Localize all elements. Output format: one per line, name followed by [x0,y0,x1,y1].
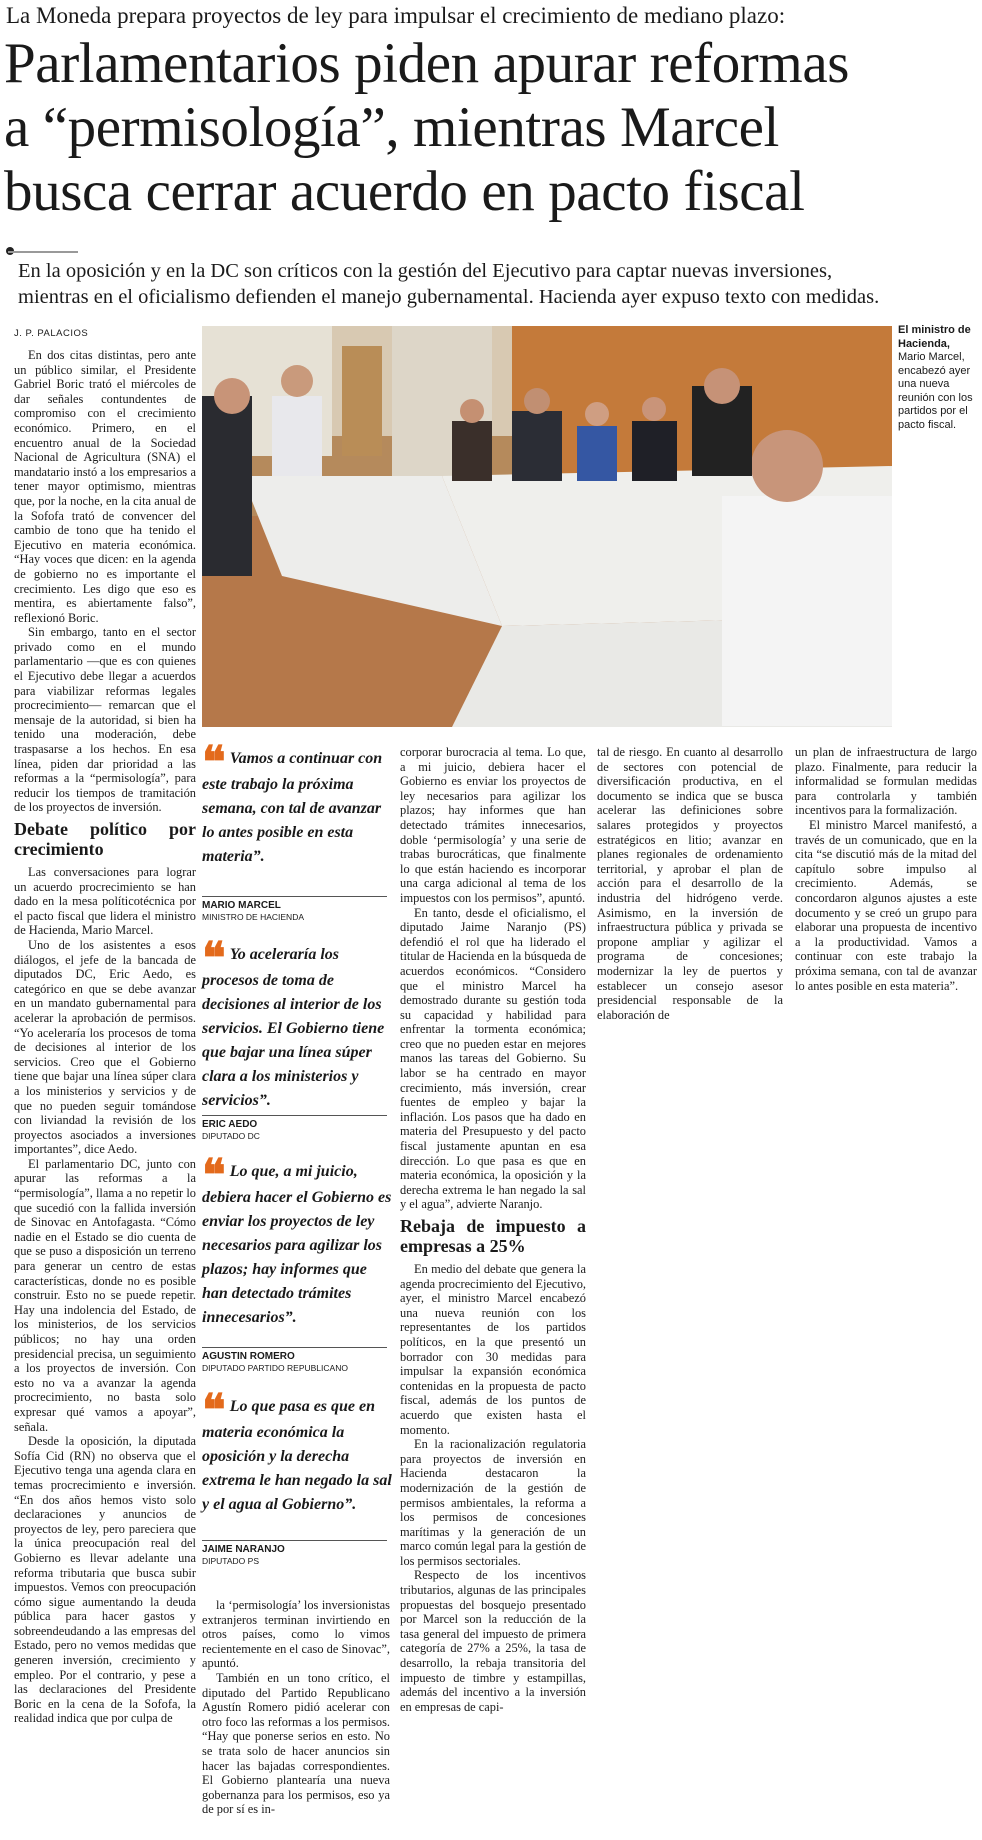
quote-mark-icon: ❝ [202,1385,226,1436]
pull-quote-4 [202,1385,392,1517]
section-heading: Rebaja de impuesto a empresas a 25% [400,1216,586,1256]
pull-quote-text: Yo aceleraría los procesos de toma de decisiones al interior de los servicios. El Gobierno tiene que bajar una línea súper clara a los ministerios y servicios”. [202,946,385,1109]
headline-line-1: Parlamentarios piden apurar reformas [4,32,849,95]
paragraph: También en un tono crítico, el diputado del Partido Republicano Agustín Romero pidió acelerar con otro foco las reformas a los permisos. “Hay que ponerse serios en esto. No se trata solo de hacer anuncios sin hacer las bajadas correspondientes. El Gobierno plantearía una nueva gobernanza para los permisos, eso ya de por sí es in- [202,1670,390,1817]
paragraph: En dos citas distintas, pero ante un público similar, el Presidente Gabriel Boric trató el miércoles de dar señales contundentes de compromiso con el crecimiento económico. Primero, en el encuentro anual de la Sociedad Nacional de Agricultura (SNA) el mandatario instó a los empresarios a tener mayor optimismo, mientras que, por la noche, en la cita anual de la Sofofa trató de convencer del cambio de tono que ha tenido el Ejecutivo en materia económica. “Hay voces que dicen: en la agenda de gobierno no es importante el crecimiento. Les digo que eso es mentira, es abiertamente falso”, reflexionó Boric. [14,348,196,625]
pull-quote-text: Vamos a continuar con este trabajo la próxima semana, con tal de avanzar lo antes posible en esta materia”. [202,750,383,865]
column-2-lower [202,1598,390,1817]
quote-source-name: ERIC AEDO [202,1119,258,1130]
quote-source-name: JAIME NARANJO [202,1544,285,1555]
divider [8,251,78,253]
headline-line-2: a “permisología”, mientras Marcel [4,96,779,159]
paragraph: Uno de los asistentes a esos diálogos, el jefe de la bancada de diputados DC, Eric Aedo, es categórico en que se debe avanzar en un mandato gubernamental para acelerar la aprobación de permisos. “Yo aceleraría los procesos de toma de decisiones al interior de los servicios. Creo que el Gobierno tiene que bajar una línea súper clara a los ministerios y servicios y de que no pueden seguir tomándose con liviandad la revisión de los proyectos asociados a inversiones importantes”, dice Aedo. [14,937,196,1157]
meeting-photo [202,326,892,727]
quote-mark-icon: ❝ [202,1150,226,1201]
paragraph: En la racionalización regulatoria para proyectos de inversión en Hacienda destacaron la modernización de la gestión de permisos ambientales, la reforma a los permisos de concesiones marítimas y la generación de un marco común legal para la gestión de los permisos sectoriales. [400,1437,586,1568]
pull-quote-3 [202,1150,392,1330]
paragraph: El parlamentario DC, junto con apurar las reformas a la “permisología”, llama a no repetir lo que sucedió con la fallida inversión de Sinovac en Antofagasta. “Cómo nadie en el Estado se dio cuenta de que se puso a disposición un terreno para generar un centro de estas características, donde no es posible construir. Esto no se puede repetir. Hay una indolencia del Estado, de los ministerios, de los servicios públicos; no hay una orden presidencial precisa, un seguimiento a los proyectos de inversión. Con esto no va a avanzar la agenda procrecimiento, no basta solo expresar qué vamos a apoyar”, señala. [14,1156,196,1434]
column-4 [597,745,783,1022]
kicker: La Moneda prepara proyectos de ley para impulsar el crecimiento de mediano plazo: [6,3,786,28]
photo-caption [898,324,982,432]
quote-source-role: DIPUTADO PARTIDO REPUBLICANO [202,1363,348,1373]
byline: J. P. PALACIOS [14,328,89,339]
pull-quote-1 [202,737,392,869]
paragraph: la ‘permisología’ los inversionistas extranjeros terminan invirtiendo en otros países, como lo vimos recientemente en el caso de Sinovac”, apuntó. [202,1598,390,1671]
column-1 [14,348,196,1726]
paragraph: En tanto, desde el oficialismo, el diputado Jaime Naranjo (PS) defendió el rol que ha liderado el titular de Hacienda en la búsqueda de acuerdos económicos. “Considero que el ministro Marcel ha demostrado durante su gestión toda su capacidad y habilidad para enfrentar la tormenta económica; creo que no pueden estar en mejores manos las tareas del Gobierno. Su labor se ha centrado en mayor crecimiento, más inversión, crear fuentes de empleo y bajar la inflación. Los pasos que ha dado en materia del Presupuesto y del pacto fiscal justamente apuntan en esa dirección. Lo que pasa es que en materia económica, la oposición y la derecha extrema le han negado la sal y el agua”, advierte Naranjo. [400,905,586,1212]
deck-line-2: mientras en el oficialismo defienden el manejo gubernamental. Hacienda ayer expuso texto con medidas. [18,286,880,308]
quote-source-2 [202,1115,387,1142]
deck [18,258,978,310]
pull-quote-text: Lo que, a mi juicio, debiera hacer el Gobierno es enviar los proyectos de ley necesarios para agilizar los plazos; hay informes que han detectado trámites innecesarios”. [202,1163,392,1326]
quote-mark-icon: ❝ [202,933,226,984]
paragraph: Sin embargo, tanto en el sector privado como en el mundo parlamentario —que es con quienes el Ejecutivo debe llegar a acuerdos para viabilizar reformas legales procrecimiento— remarcan que el mensaje de la autoridad, si bien ha tenido una moderación, debe traspasarse a los hechos. En esa línea, piden dar prioridad a las reformas a la “permisología”, para reducir los tiempos de tramitación de los proyectos de inversión. [14,625,196,815]
quote-source-3 [202,1347,387,1374]
caption-title: El ministro de Hacienda, [898,324,971,350]
quote-source-role: MINISTRO DE HACIENDA [202,912,305,922]
paragraph: Desde la oposición, la diputada Sofía Cid (RN) no observa que el Ejecutivo tenga una agenda clara en temas procrecimiento e inversión. “En dos años hemos visto solo declaraciones y anuncios de proyectos de ley, pero pareciera que la única preocupación real del Gobierno es llevar adelante una reforma tributaria que busca subir impuestos. Vemos con preocupación cómo sigue aumentando la deuda pública para hacer gastos y sobreendeudando a las empresas del Estado, pero no vemos medidas que generen inversión, crecimiento y empleo. Por el contrario, y pese a las declaraciones del Presidente Boric en la cena de la Sofofa, la realidad indica que por culpa de [14,1434,196,1726]
paragraph: Las conversaciones para lograr un acuerdo procrecimiento se han dado en la mesa políticotécnica por el pacto fiscal que lidera el ministro de Hacienda, Mario Marcel. [14,865,196,938]
section-heading: Debate político por crecimiento [14,819,196,859]
quote-source-name: AGUSTIN ROMERO [202,1351,295,1362]
paragraph: corporar burocracia al tema. Lo que, a mi juicio, debiera hacer el Gobierno es enviar los proyectos de ley necesarios para agilizar los plazos; hay informes que han detectado trámites innecesarios, doble ‘permisología’ y una serie de trabas burocráticas, que finalmente lo que están haciendo es incorporar una carga adicional al tema de los impuestos con los permisos”, apuntó. [400,745,586,905]
headline-line-3: busca cerrar acuerdo en pacto fiscal [4,160,805,223]
paragraph: El ministro Marcel manifestó, a través de un comunicado, que en la cita “se discutió más de la mitad del capítulo sobre impulso al crecimiento. Además, se concordaron algunos ajustes a este documento y se creó un grupo para elaborar una propuesta de incentivo a la productividad. Vamos a continuar con este trabajo la próxima semana, con tal de avanzar lo antes posible en esta materia”. [795,817,977,993]
pull-quote-text: Lo que pasa es que en materia económica la oposición y la derecha extrema le han negado la sal y el agua al Gobierno”. [202,1398,392,1513]
caption-text: Mario Marcel, encabezó ayer una nueva reunión con los partidos por el pacto fiscal. [898,351,973,431]
quote-source-1 [202,896,387,923]
paragraph: tal de riesgo. En cuanto al desarrollo de sectores con potencial de diversificación productiva, en el documento se indica que se busca acelerar las definiciones sobre salares protegidos y proyectos estratégicos en litio; avanzar en planes regionales de ordenamiento territorial, y aprobar el plan de acción para el desarrollo de la industria del hidrógeno verde. Asimismo, en la inversión de infraestructura pública y privada se propone ampliar y agilizar el programa de concesiones; modernizar la ley de puertos y establecer un consejo asesor presidencial responsable de la elaboración de [597,745,783,1022]
column-3 [400,745,586,1714]
column-5 [795,745,977,993]
quote-source-role: DIPUTADO PS [202,1556,259,1566]
meeting-photo-illustration [202,326,892,727]
paragraph: En medio del debate que genera la agenda procrecimiento del Ejecutivo, ayer, el ministro Marcel encabezó una nueva reunión con los representantes de los partidos políticos, en la que presentó un borrador con 30 medidas para impulsar la expansión económica contenidas en la propuesta de pacto fiscal, además de los puntos de acuerdo que existen hasta el momento. [400,1262,586,1437]
quote-source-4 [202,1540,387,1567]
headline [4,32,979,224]
pull-quote-2 [202,933,392,1113]
paragraph: Respecto de los incentivos tributarios, algunas de las principales propuestas del bosquejo presentado por Marcel son la reducción de la tasa general del impuesto de primera categoría de 27% a 25%, la tasa de desarrollo, la rebaja transitoria del impuesto de timbre y estampillas, además del incentivo a la inversión en empresas de capi- [400,1568,586,1714]
quote-mark-icon: ❝ [202,737,226,788]
paragraph: un plan de infraestructura de largo plazo. Finalmente, para reducir la informalidad se formulan medidas para controlarla y también incentivos para la formalización. [795,745,977,818]
deck-line-1: En la oposición y en la DC son críticos con la gestión del Ejecutivo para captar nuevas inversiones, [18,260,833,282]
quote-source-role: DIPUTADO DC [202,1131,260,1141]
quote-source-name: MARIO MARCEL [202,900,281,911]
